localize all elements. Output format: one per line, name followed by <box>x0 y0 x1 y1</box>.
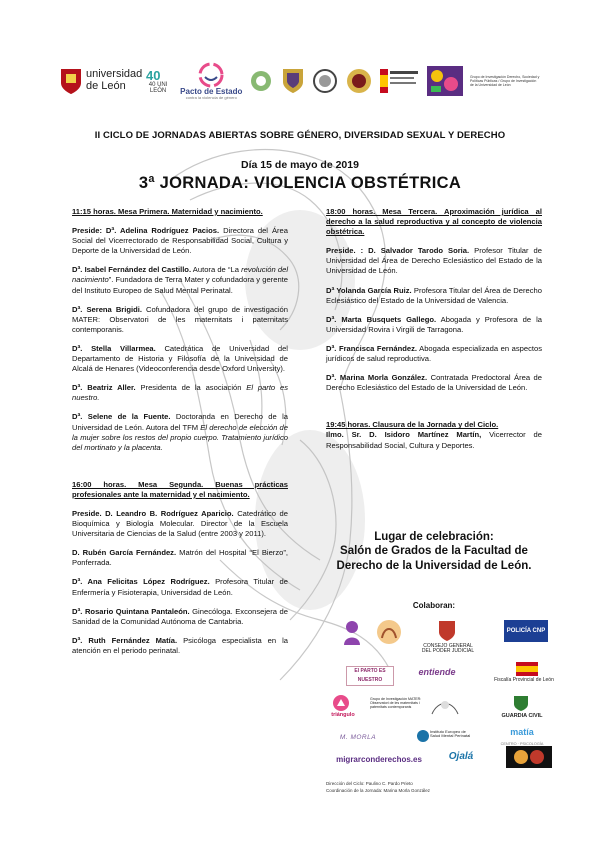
speaker-bio: Catedrático de Bioquímica y Biología Molecular. Director de la Escuela Universitaria de Ciencias de la Salud (entre 2003 y 2011). <box>72 508 289 539</box>
speaker-bio: Vicerrector de Responsabilidad Social, Cultura y Deportes. <box>326 430 542 450</box>
ojala-logo: Ojalá <box>448 751 474 762</box>
speaker-name: Dª. Marta Busquets Gallego. <box>326 314 437 324</box>
speaker-bio: Abogada y Profesora de la Universidad Rovira i Virgili de Tarragona. <box>326 314 542 334</box>
colorful-art-logo <box>427 66 463 96</box>
triangulo-icon <box>332 694 350 712</box>
collaborators-label: Colaboran: <box>412 601 456 610</box>
speaker-entry <box>326 344 542 364</box>
guardia-civil-text: GUARDIA CIVIL <box>501 713 543 719</box>
speaker-bio: Autora de “La <box>191 265 242 275</box>
judicial-crest-icon <box>438 620 456 642</box>
speaker-bio: Abogada especializada en aspectos jurídicos de salud reproductiva. <box>326 343 543 364</box>
mater-sketch-icon <box>430 696 460 716</box>
speaker-entry <box>72 577 288 597</box>
green-emblem-icon <box>249 68 273 94</box>
mater-group-text: Grupo de Investigación MATER: Observatori de les maternitats i paternitats contemporanis <box>370 697 422 709</box>
matia-logo: matía <box>510 727 534 737</box>
el-parto-es-nuestro-logo: El PARTO ES NUESTRO <box>346 666 394 686</box>
speaker-entry <box>72 636 288 656</box>
direction-credit: Dirección del Ciclo: Paulino C. Pardo Prieto <box>326 781 413 786</box>
speaker-name: Dª. Ana Felicitas López Rodríguez. <box>72 577 210 587</box>
triangulo-text: triángulo <box>331 712 355 718</box>
speaker-bio: Ginecóloga. Exconsejera de Sanidad de la Comunidad Autónoma de Cantabria. <box>72 606 288 626</box>
program-left-column <box>72 207 288 665</box>
speaker-entry <box>326 246 542 276</box>
speaker-name: Dª Yolanda García Ruiz. <box>326 285 412 295</box>
speaker-name: Preside. : D. Salvador Tarodo Soria. <box>326 246 470 256</box>
speaker-bio: Doctoranda en Derecho de la Universidad de León. Autora del TFM <box>72 412 288 432</box>
speaker-name: Dª. Marina Morla González. <box>326 373 428 383</box>
speaker-name: Dª. Beatriz Aller. <box>72 383 136 393</box>
speaker-entry <box>72 383 288 403</box>
fiscalia-text: Fiscalía Provincial de León <box>494 677 554 683</box>
page-title: 3ª JORNADA: VIOLENCIA OBSTÉTRICA <box>138 174 462 192</box>
sponsor-logos <box>60 56 540 106</box>
speaker-entry <box>72 265 288 295</box>
forty-icon <box>146 68 170 82</box>
speaker-entry <box>326 286 542 306</box>
closing-entry <box>326 430 542 450</box>
session-3-heading: 18:00 horas. Mesa Tercera. Aproximación jurídica al derecho a la salud reproductiva y al concepto de violencia obstétrica. <box>326 207 542 237</box>
speaker-entry <box>72 509 288 539</box>
speaker-bio: Matrón del Hospital “El Bierzo”, Ponferrada. <box>72 548 288 568</box>
government-spain-logo <box>380 69 420 93</box>
speaker-bio: ”. Fundadora de Terra Mater y cofundadora y gerente del Instituto Europeo de Salud Mental Perinatal. <box>72 275 288 295</box>
instituto-text: Instituto Europeo de Salud Mental Perinatal <box>430 729 471 739</box>
smile-ring-icon <box>195 62 227 88</box>
guardia-civil-icon <box>512 694 530 712</box>
policia-logo: POLICÍA CNP <box>504 620 548 642</box>
purple-figure-logo <box>340 618 364 646</box>
speaker-entry <box>72 548 288 568</box>
round-seal-icon <box>312 68 338 94</box>
speaker-name: Dª. Francisca Fernández. <box>326 343 418 353</box>
pacto-estado-title: Pacto de Estado <box>180 86 243 96</box>
collaborator-logos <box>326 616 556 766</box>
speaker-entry <box>72 412 288 452</box>
uni-leon-text: 40 UNI LEÓN <box>148 81 168 94</box>
speaker-name: D. Rubén García Fernández. <box>72 548 177 558</box>
gold-seal-icon <box>345 67 373 95</box>
event-date: Día 15 de mayo de 2019 <box>241 159 359 171</box>
speaker-bio: Psicóloga especialista en la atención en el periodo perinatal. <box>72 635 288 655</box>
research-group-text: Grupo de Investigación Derecho, Sociedad y Políticas Públicas / Grupo de Investigación de la Universidad de León <box>469 74 540 88</box>
uni-leon-40-logo <box>143 68 173 95</box>
speaker-bio: Directora del Área Social del Vicerrectorado de Responsabilidad Social, Cultura y Deporte de la Universidad de León. <box>72 226 288 256</box>
speaker-name: Preside: Dª. Adelina Rodríguez Pacios. <box>72 226 220 236</box>
venue-label: Lugar de celebración: <box>374 531 494 543</box>
speaker-name: Ilmo. Sr. D. Isidoro Martínez Martín, <box>326 430 482 440</box>
thesis-title: El derecho de elección de la mujer sobre los restos del propio cuerpo. Tratamiento jurídico del mortinato y la placenta. <box>72 422 288 452</box>
instituto-circle-icon <box>416 729 430 743</box>
universidad-leon-logo <box>60 67 143 95</box>
fiscalia-flag-icon <box>516 662 538 676</box>
speaker-entry <box>72 226 288 256</box>
venue-place: Salón de Grados de la Facultad de Derecho de la Universidad de León. <box>336 545 532 572</box>
pacto-estado-subtitle: contra la violencia de género <box>185 95 237 101</box>
matia-subtitle: CENTRO · PSICOLOGÍA <box>500 742 544 746</box>
theater-masks-logo <box>506 746 552 768</box>
speaker-bio: Contratada Predoctoral Área de Derecho Eclesiástico del Estado de la Universidad de León. <box>326 373 542 393</box>
morla-logo: M. MORLA <box>339 734 377 741</box>
speaker-name: Dª. Serena Brigidi. <box>72 304 142 314</box>
entiende-logo: entiende <box>418 667 456 677</box>
series-heading: II CICLO DE JORNADAS ABIERTAS SOBRE GÉNERO, DIVERSIDAD SEXUAL Y DERECHO <box>94 130 506 141</box>
coordination-credit: Coordinación de la Jornada: Marina Morla González <box>326 787 431 793</box>
svg-text:40: 40 <box>146 67 161 82</box>
universidad-leon-text: universidad de León <box>86 68 143 92</box>
migrar-logo: migrarconderechos.es <box>336 755 422 764</box>
book-title: revolución del nacimiento <box>72 265 289 285</box>
speaker-name: Preside. D. Leandro B. Rodríguez Aparicio. <box>72 508 234 518</box>
speaker-bio: Presidenta de la asociación <box>135 383 247 393</box>
credits-block <box>326 781 556 795</box>
mother-child-logo <box>374 618 404 646</box>
speaker-name: Dª. Selene de la Fuente. <box>72 412 171 422</box>
association-name: El parto es nuestro. <box>72 383 288 403</box>
session-2-heading: 16:00 horas. Mesa Segunda. Buenas prácticas profesionales ante la maternidad y el nacimiento. <box>72 479 288 499</box>
speaker-bio: Profesor Titular de Universidad del Área de Derecho Eclesiástico del Estado de la Universidad de León. <box>326 246 542 276</box>
speaker-entry <box>326 373 542 393</box>
speaker-entry <box>326 315 542 335</box>
speaker-name: Dª. Stella Villarmea. <box>72 343 156 353</box>
speaker-name: Dª. Rosario Quintana Pantaleón. <box>72 606 190 616</box>
speaker-name: Dª. Isabel Fernández del Castillo. <box>72 265 192 275</box>
consejo-judicial-text: CONSEJO GENERAL DEL PODER JUDICIAL <box>421 643 475 655</box>
speaker-bio: Profesora Titular de Enfermería y Fisioterapia, Universidad de León. <box>72 577 288 597</box>
speaker-bio: Cofundadora del grupo de investigación MATER: Observatori de les maternitats i paternitats contemporanis. <box>72 304 288 334</box>
pacto-estado-logo <box>180 62 242 101</box>
program-right-column <box>326 207 542 460</box>
speaker-bio: Catedrática de Universidad del Departamento de Historia y Filosofía de la Universidad de Alcalá de Henares (Videoconferencia desde Oxford University). <box>72 343 288 374</box>
session-1-heading: 11:15 horas. Mesa Primera. Maternidad y nacimiento. <box>72 207 263 216</box>
venue-block <box>318 530 550 573</box>
speaker-entry <box>72 305 288 335</box>
shield-emblem-icon <box>281 67 305 95</box>
speaker-entry <box>72 344 288 374</box>
speaker-name: Dª. Ruth Fernández Matía. <box>72 635 178 645</box>
closing-heading: 19:45 horas. Clausura de la Jornada y del Ciclo. <box>326 420 499 430</box>
speaker-entry <box>72 607 288 627</box>
speaker-bio: Profesora Titular del Área de Derecho Eclesiástico del Estado de la Universidad de Valencia. <box>326 285 542 305</box>
crest-icon <box>60 67 82 95</box>
